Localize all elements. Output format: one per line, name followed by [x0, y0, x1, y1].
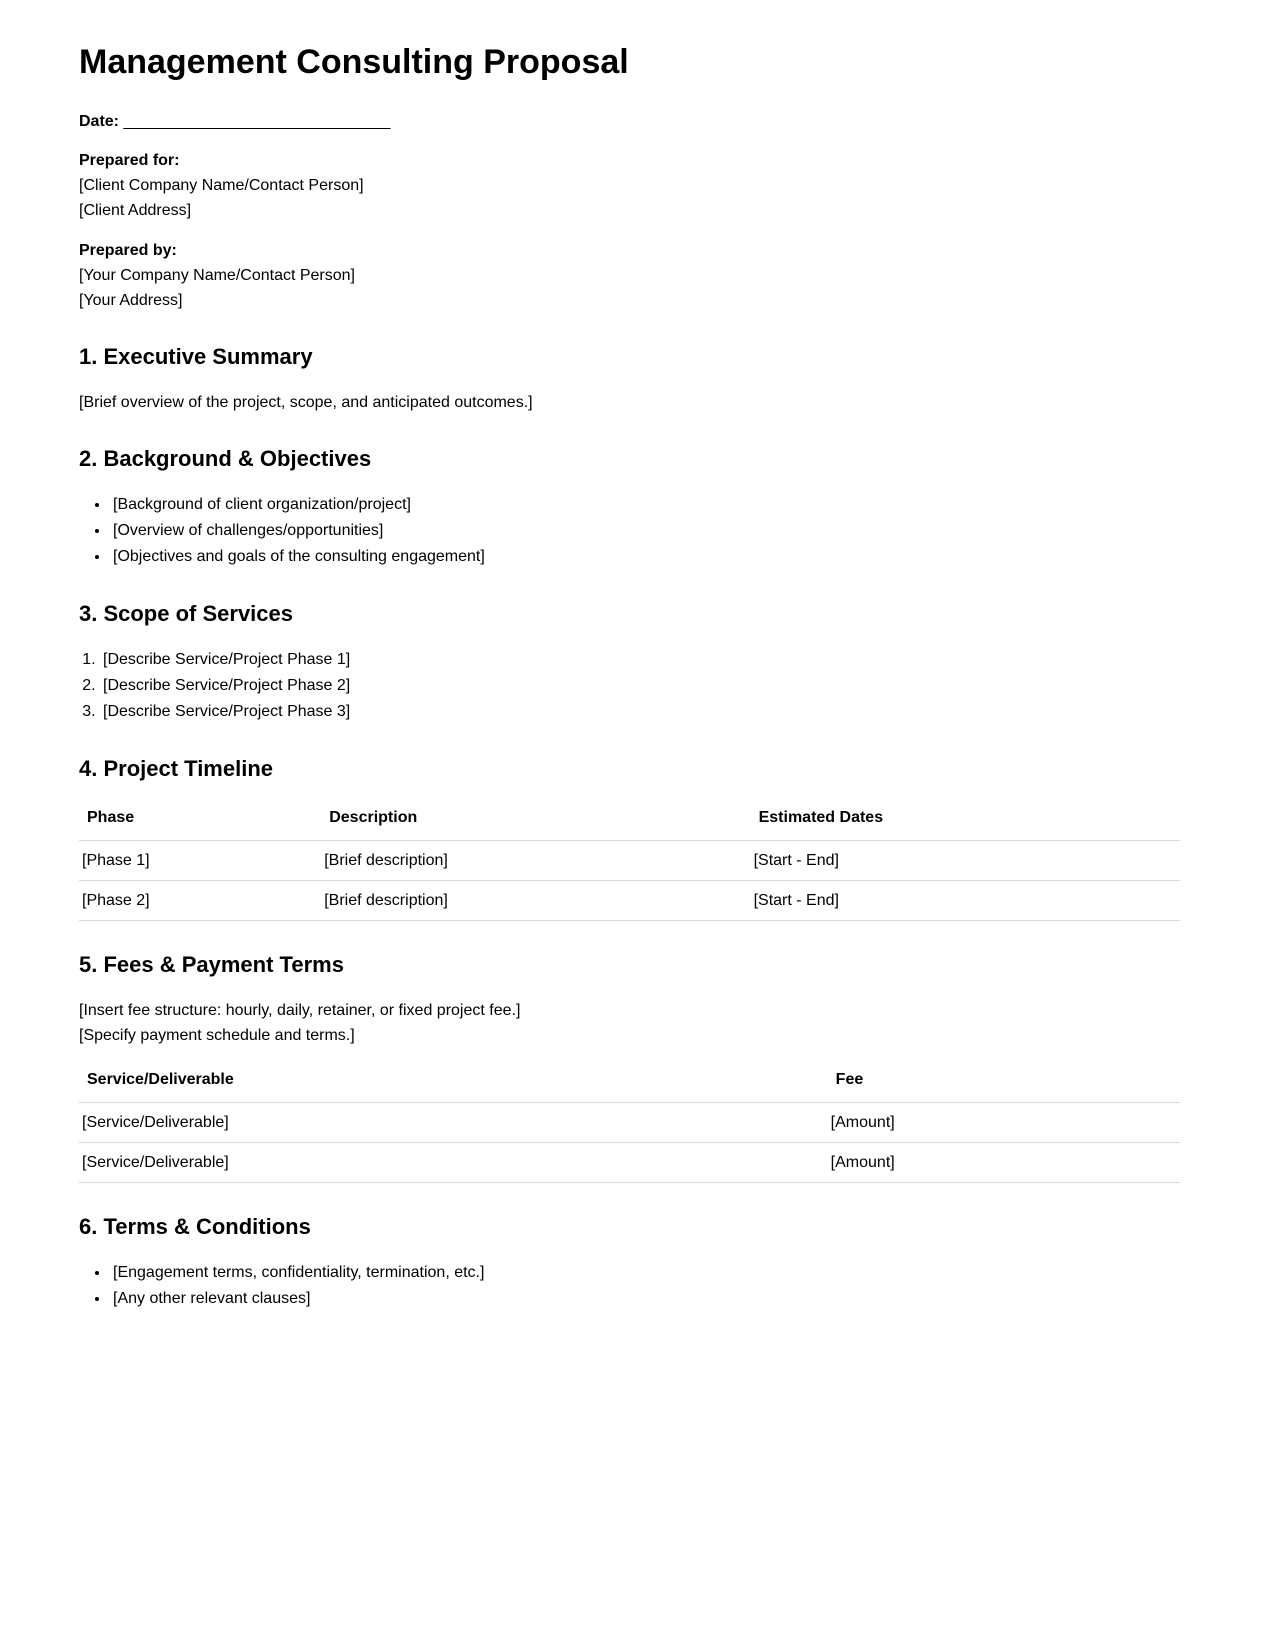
background-objectives-list	[79, 492, 1180, 570]
fee-structure-placeholder: [Insert fee structure: hourly, daily, retainer, or fixed project fee.]	[79, 1002, 521, 1019]
table-header-row	[79, 802, 1180, 841]
list-item: • [Any other relevant clauses]	[110, 1286, 1180, 1312]
table-cell: [Start - End]	[751, 841, 1180, 881]
section-heading-terms-conditions: 6. Terms & Conditions	[79, 1214, 311, 1239]
your-address-placeholder: [Your Address]	[79, 292, 183, 309]
column-header-phase: Phase	[79, 802, 321, 841]
section-heading-background-objectives: 2. Background & Objectives	[79, 446, 372, 471]
table-row	[79, 1143, 1180, 1183]
client-address-placeholder: [Client Address]	[79, 202, 192, 219]
column-header-service-deliverable: Service/Deliverable	[79, 1064, 828, 1103]
section-heading-executive-summary: 1. Executive Summary	[79, 344, 313, 369]
section-heading-fees-payment-terms: 5. Fees & Payment Terms	[79, 952, 344, 977]
table-cell: [Brief description]	[321, 841, 750, 881]
fees-paragraphs	[79, 998, 1180, 1048]
table-cell: [Service/Deliverable]	[79, 1103, 828, 1143]
list-item: • [Background of client organization/project]	[110, 492, 1180, 518]
table-cell: [Phase 1]	[79, 841, 321, 881]
terms-conditions-list	[79, 1260, 1180, 1312]
table-cell: [Brief description]	[321, 881, 750, 921]
list-item: 3. [Describe Service/Project Phase 3]	[100, 699, 1180, 725]
section-heading-scope-of-services: 3. Scope of Services	[79, 601, 293, 626]
column-header-fee: Fee	[828, 1064, 1180, 1103]
prepared-by-label: Prepared by:	[79, 242, 177, 259]
table-row	[79, 1103, 1180, 1143]
client-name-placeholder: [Client Company Name/Contact Person]	[79, 177, 364, 194]
table-cell: [Amount]	[828, 1143, 1180, 1183]
prepared-for-block	[79, 148, 1180, 223]
table-cell: [Amount]	[828, 1103, 1180, 1143]
table-cell: [Service/Deliverable]	[79, 1143, 828, 1183]
prepared-for-label: Prepared for:	[79, 152, 180, 169]
table-row	[79, 881, 1180, 921]
prepared-by-block	[79, 238, 1180, 313]
date-label: Date:	[79, 113, 120, 130]
list-item: • [Engagement terms, confidentiality, termination, etc.]	[110, 1260, 1180, 1286]
list-item: • [Objectives and goals of the consulting engagement]	[110, 544, 1180, 570]
date-blank-line: ______________________________	[123, 113, 391, 130]
page-title: Management Consulting Proposal	[79, 43, 629, 81]
list-item: 2. [Describe Service/Project Phase 2]	[100, 673, 1180, 699]
project-timeline-table	[79, 802, 1180, 921]
column-header-description: Description	[321, 802, 750, 841]
executive-summary-body: [Brief overview of the project, scope, and anticipated outcomes.]	[79, 394, 533, 411]
table-cell: [Phase 2]	[79, 881, 321, 921]
table-cell: [Start - End]	[751, 881, 1180, 921]
your-name-placeholder: [Your Company Name/Contact Person]	[79, 267, 355, 284]
list-item: • [Overview of challenges/opportunities]	[110, 518, 1180, 544]
scope-of-services-list	[79, 647, 1180, 725]
fees-table	[79, 1064, 1180, 1183]
table-row	[79, 841, 1180, 881]
section-heading-project-timeline: 4. Project Timeline	[79, 756, 274, 781]
column-header-estimated-dates: Estimated Dates	[751, 802, 1180, 841]
list-item: 1. [Describe Service/Project Phase 1]	[100, 647, 1180, 673]
date-row	[79, 109, 1180, 134]
table-header-row	[79, 1064, 1180, 1103]
payment-schedule-placeholder: [Specify payment schedule and terms.]	[79, 1027, 355, 1044]
